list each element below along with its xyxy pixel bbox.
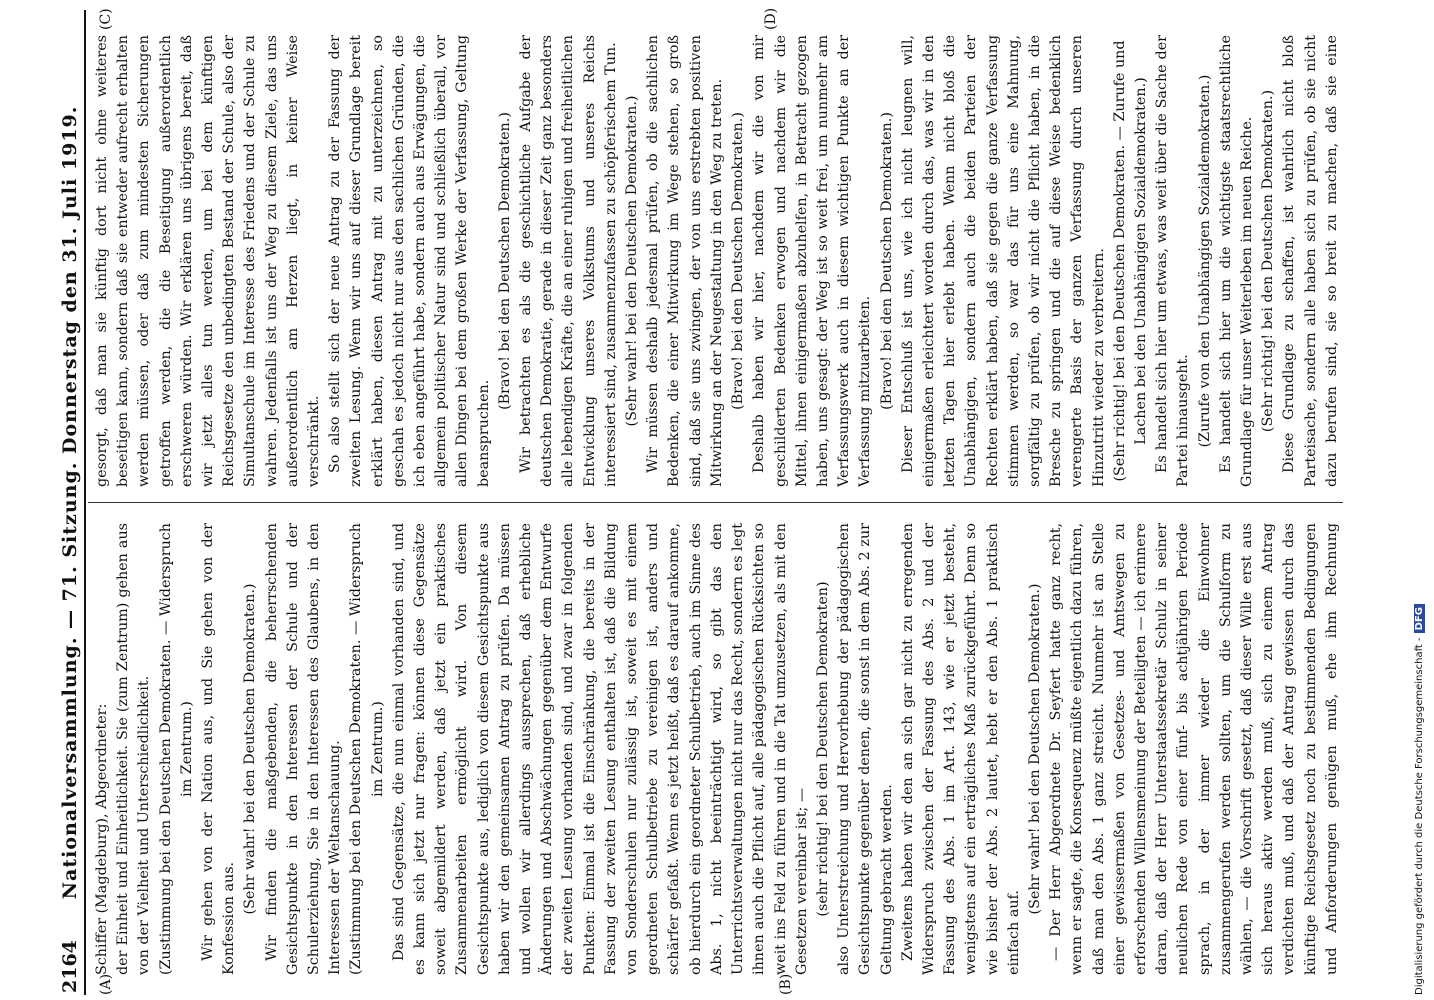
right-column [92, 35, 1342, 487]
paragraph: (Bravo! bei den Deutschen Demokraten.) [878, 112, 895, 410]
left-column [92, 523, 1342, 975]
paragraph: (Sehr richtig! bei den Deutschen Demokraten.) [1260, 89, 1277, 433]
paragraph: Wir müssen deshalb jedesmal prüfen, ob die sachlichen Bedenken, die einer Mitwirkung im Wege stehen, so groß sind, daß sie uns zwingen, der von uns erstrebten positiven Mitwirkung an der Neugestaltung in den Weg zu treten. [645, 35, 725, 487]
paragraph: Diese Grundlage zu schaffen, ist wahrlich nicht bloß Parteisache, sondern alle haben sich zu prüfen, ob sie nicht dazu berufen sind, sie so breit zu machen, daß sie eine [1281, 35, 1340, 487]
page-title: Nationalversammlung. — 71. Sitzung. Donnerstag den 31. Juli 1919. [59, 105, 81, 900]
paragraph: (Zustimmung bei den Deutschen Demokraten. — Widerspruch im Zentrum.) [348, 523, 386, 975]
dfg-logo: DFG [1414, 604, 1425, 633]
paragraph: Es handelt sich hier um etwas, was weit über die Sache der Partei hinausgeht. [1154, 35, 1192, 487]
paragraph: Wir betrachten es als die geschichtliche Aufgabe der deutschen Demokratie, gerade in dieser Zeit ganz besonders alle lebendigen Kräfte, die an einer ruhigen und freiheitlichen Entwicklung unseres Volkstums und unseres Reichs interessiert sind, zusammenzufassen zu schöpferischem Tun. [518, 35, 619, 487]
paragraph: Wir finden die maßgebenden, die beherrschenden Gesichtspunkte in den Interessen der Schule und der Schulerziehung, Sie in den Interessen des Glaubens, in den Interessen der Weltanschauung. [263, 523, 344, 975]
page-header [58, 10, 86, 995]
paragraph: gesorgt, daß man sie künftig dort nicht ohne weiteres beseitigen kann, sondern daß sie entweder aufrecht erhalten werden müssen, oder daß zum mindesten Sicherungen getroffen werden, die die Beseitigung außerordentlich erschweren würden. Wir erklären uns übrigens bereit, daß wir jetzt alles tun werden, um bei dem künftigen Reichsgesetze den unbedingten Bestand der Schule, also der Simultanschule im Interesse des Friedens und der Schule zu wahren. Jedenfalls ist uns der Weg zu diesem Ziele, das uns außerordentlich am Herzen liegt, in keiner Weise verschränkt. [94, 35, 323, 487]
paragraph: der Einheit und Einheitlichkeit. Sie (zum Zentrum) gehen aus von der Vielheit und Unterschiedlichkeit. [115, 523, 153, 975]
paragraph: Deshalb haben wir hier, nachdem wir die von mir geschilderten Bedenken erwogen und nachdem wir die Mittel, ihnen einigermaßen abzuhelfen, in Betracht gezogen haben, uns gesagt: der Weg ist so weit frei, um nunmehr am Verfassungswerk auch in diesem wichtigen Punkte an der Verfassung mitzuarbeiten. [751, 35, 874, 487]
page-number: 2164 [59, 940, 81, 993]
paragraph: Schiffer (Magdeburg), Abgeordneter: [94, 703, 110, 975]
paragraph: (Sehr richtig! bei den Deutschen Demokraten. — Zurufe und Lachen bei den Unabhängigen Sozialdemokraten.) [1111, 40, 1149, 482]
digitization-credit [1414, 604, 1425, 995]
credit-text: Digitalisierung gefördert durch die Deutsche Forschungsgemeinschaft - [1414, 637, 1425, 995]
rotated-page [58, 7, 1348, 995]
margin-marker-d: (D) [763, 7, 779, 30]
margin-marker-b: (B) [778, 973, 794, 995]
paragraph: (Zurufe von den Unabhängigen Sozialdemokraten.) [1196, 74, 1213, 448]
paragraph: Dieser Entschluß ist uns, wie ich nicht leugnen will, einigermaßen erleichtert worden durch das, was wir in den letzten Tagen hier erlebt haben. Wenn nicht bloß die Unabhängigen, sondern auch die beiden Parteien der Rechten erklärt haben, daß sie gegen die ganze Verfassung stimmen werden, so war das für uns eine Mahnung, sorgfältig zu prüfen, ob wir nicht die Pflicht haben, in die Bresche zu springen und die auf diese Weise bedenklich verengerte Basis der ganzen Verfassung durch unseren Hinzutritt wieder zu verbreitern. [899, 35, 1107, 487]
paragraph: (Sehr wahr! bei den Deutschen Demokraten.) [1026, 583, 1043, 915]
paragraph: (Bravo! bei den Deutschen Demokraten.) [496, 112, 513, 410]
paragraph: So also stellt sich der neue Antrag zu der Fassung der zweiten Lesung. Wenn wir uns auf dieser Grundlage bereit erklärt haben, diesen Antrag mit zu unterzeichnen, so geschah es jedoch nicht nur aus den sachlichen Gründen, die ich eben angeführt habe, sondern auch aus Erwägungen, die allgemein politischer Natur sind und schließlich überall, vor allen Dingen bei dem großen Werke der Verfassung, Geltung beanspruchen. [327, 35, 492, 487]
column-divider [88, 502, 1343, 503]
margin-marker-a: (A) [98, 973, 114, 995]
paragraph: Es handelt sich hier um die wichtigste staatsrechtliche Grundlage für unser Weiterleben im neuen Reiche. [1217, 35, 1255, 487]
paragraph: (Sehr wahr! bei den Deutschen Demokraten.) [624, 95, 641, 427]
paragraph: Wir gehen von der Nation aus, und Sie gehen von der Konfession aus. [200, 523, 238, 975]
margin-marker-c: (C) [98, 8, 114, 30]
paragraph: (Bravo! bei den Deutschen Demokraten.) [730, 112, 747, 410]
paragraph: (Sehr wahr! bei den Deutschen Demokraten.) [242, 583, 259, 915]
paragraph: (sehr richtig! bei den Deutschen Demokraten) [814, 581, 831, 917]
paragraph: Das sind Gegensätze, die nun einmal vorhanden sind, und es kann sich jetzt nur fragen: können diese Gegensätze soweit abgemildert werden, daß jetzt ein praktisches Zusammenarbeiten ermöglicht wird. Von diesem Gesichtspunkte aus, lediglich von diesem Gesichtspunkte aus haben wir den gemeinsamen Antrag zu prüfen. Da müssen und wollen wir allerdings aussprechen, daß erhebliche Änderungen und Abschwächungen gegenüber dem Entwurfe der zweiten Lesung vorhanden sind, und zwar in folgenden Punkten: Einmal ist die Einschränkung, die bereits in der Fassung der zweiten Lesung enthalten ist, daß die Bildung von Sonderschulen nur zulässig ist, soweit es mit einem geordneten Schulbetriebe zu vereinigen ist, anders und schärfer gefaßt. Wenn es jetzt heißt, daß es darauf ankomme, ob hierdurch ein geordneter Schulbetrieb, auch im Sinne des Abs. 1, nicht beeinträchtigt wird, so gibt das den Unterrichtsverwaltungen nicht nur das Recht, sondern es legt ihnen auch die Pflicht auf, alle pädagogischen Rücksichten so weit ins Feld zu führen und in die Tat umzusetzen, als mit den Gesetzen vereinbar ist; — [390, 523, 810, 975]
paragraph: Zweitens haben wir den an sich gar nicht zu erregenden Widerspruch zwischen der Fassung des Abs. 2 und der Fassung des Abs. 1 im Art. 143, wie er jetzt besteht, wenigstens auf ein erträgliches Maß zurückgeführt. Denn so wie bisher der Abs. 2 lautet, hebt er den Abs. 1 praktisch einfach auf. [899, 523, 1022, 975]
paragraph: also Unterstreichung und Hervorhebung der pädagogischen Gesichtspunkte gegenüber denen, die sonst in dem Abs. 2 zur Geltung gebracht werden. [836, 523, 895, 975]
paragraph: — Der Herr Abgeordnete Dr. Seyfert hatte ganz recht, wenn er sagte, die Konsequenz müßte eigentlich dazu führen, daß man den Abs. 1 ganz streicht. Nunmehr ist an Stelle einer gewissermaßen von Gesetzes- und Amtswegen zu erforschenden Willensmeinung der Beteiligten — ich erinnere daran, daß der Herr Unterstaatssekretär Schulz in seiner neulichen Rede von einer fünf- bis achtjährigen Periode sprach, in der immer wieder die Einwohner zusammengerufen werden sollten, um die Schulform zu wählen, — die Vorschrift gesetzt, daß dieser Wille erst aus sich heraus aktiv werden muß, sich zu einem Antrag verdichten muß, und daß der Antrag gewissen durch das künftige Reichsgesetz noch zu bestimmenden Bedingungen und Anforderungen genügen muß, ehe ihm Rechnung [1048, 523, 1340, 975]
paragraph: (Zustimmung bei den Deutschen Demokraten. — Widerspruch im Zentrum.) [157, 523, 195, 975]
